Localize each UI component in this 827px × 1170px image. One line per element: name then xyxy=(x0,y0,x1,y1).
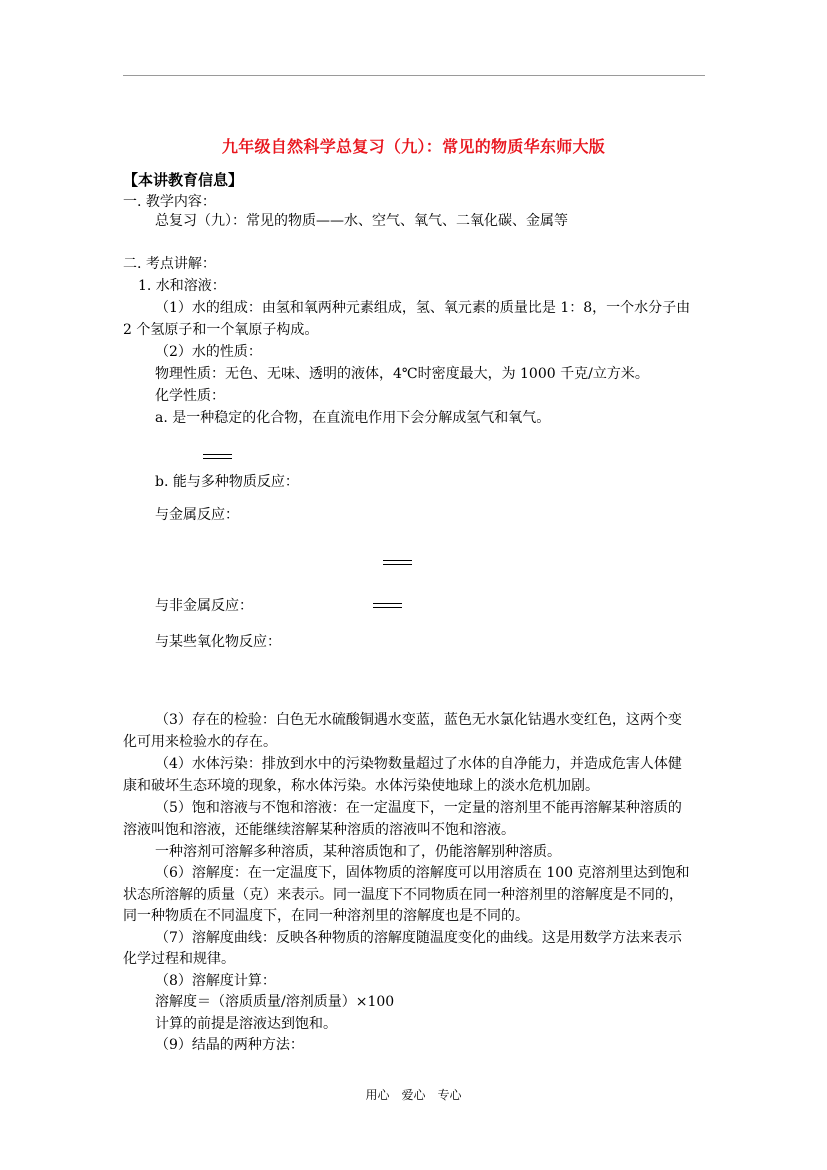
text-line: （5）饱和溶液与不饱和溶液：在一定温度下，一定量的溶剂里不能再溶解某种溶质的 xyxy=(155,800,682,816)
text-line: （8）溶解度计算： xyxy=(155,973,276,989)
text-line: 与某些氧化物反应： xyxy=(155,634,281,650)
text-line: 同一种物质在不同温度下，在同一种溶剂里的溶解度也是不同的。 xyxy=(123,908,529,924)
text-line: 总复习（九）：常见的物质——水、空气、氧气、二氧化碳、金属等 xyxy=(155,213,568,229)
text-line: 计算的前提是溶液达到饱和。 xyxy=(155,1016,337,1032)
text-line: （3）存在的检验：白色无水硫酸铜遇水变蓝，蓝色无水氯化钴遇水变红色，这两个变 xyxy=(155,712,682,728)
text-line: （9）结晶的两种方法： xyxy=(155,1037,304,1053)
text-line: 溶解度＝（溶质质量/溶剂质量）×100 xyxy=(155,994,395,1010)
text-line: 物理性质：无色、无味、透明的液体，4℃时密度最大，为 1000 千克/立方米。 xyxy=(155,366,649,382)
text-line: 2 个氢原子和一个氧原子构成。 xyxy=(123,322,319,338)
text-line: 一种溶剂可溶解多种溶质，某种溶质饱和了，仍能溶解别种溶质。 xyxy=(155,844,561,860)
text-line: 一. 教学内容： xyxy=(123,194,216,210)
equation-sign xyxy=(383,560,412,565)
text-line: （7）溶解度曲线：反映各种物质的溶解度随温度变化的曲线。这是用数学方法来表示 xyxy=(155,930,682,946)
text-line: 康和破坏生态环境的现象，称水体污染。水体污染使地球上的淡水危机加剧。 xyxy=(123,778,599,794)
text-line: （6）溶解度：在一定温度下，固体物质的溶解度可以用溶质在 100 克溶剂里达到饱和 xyxy=(155,865,690,881)
text-line: （1）水的组成：由氢和氧两种元素组成，氢、氧元素的质量比是 1：8，一个水分子由 xyxy=(155,300,691,316)
text-line: 化可用来检验水的存在。 xyxy=(123,734,277,750)
equation-sign xyxy=(373,603,402,608)
equation-sign xyxy=(203,454,232,459)
text-line: b. 能与多种物质反应： xyxy=(155,474,299,490)
text-line: 二. 考点讲解： xyxy=(123,256,216,272)
text-line: （2）水的性质： xyxy=(155,344,262,360)
section-header: 【本讲教育信息】 xyxy=(123,171,244,189)
text-line: 溶液叫饱和溶液，还能继续溶解某种溶质的溶液叫不饱和溶液。 xyxy=(123,822,515,838)
document-title: 九年级自然科学总复习（九）：常见的物质华东师大版 xyxy=(221,137,606,156)
text-line: 与非金属反应： xyxy=(155,598,253,614)
text-line: 状态所溶解的质量（克）来表示。同一温度下不同物质在同一种溶剂里的溶解度是不同的， xyxy=(123,887,683,903)
text-line: 与金属反应： xyxy=(155,507,239,523)
header-rule xyxy=(123,75,705,76)
text-line: 1. 水和溶液： xyxy=(138,278,226,294)
page-footer: 用心 爱心 专心 xyxy=(365,1088,462,1102)
text-line: a. 是一种稳定的化合物，在直流电作用下会分解成氢气和氧气。 xyxy=(155,410,551,426)
text-line: （4）水体污染：排放到水中的污染物数量超过了水体的自净能力，并造成危害人体健 xyxy=(155,756,682,772)
text-line: 化学性质： xyxy=(155,388,225,404)
text-line: 化学过程和规律。 xyxy=(123,951,235,967)
